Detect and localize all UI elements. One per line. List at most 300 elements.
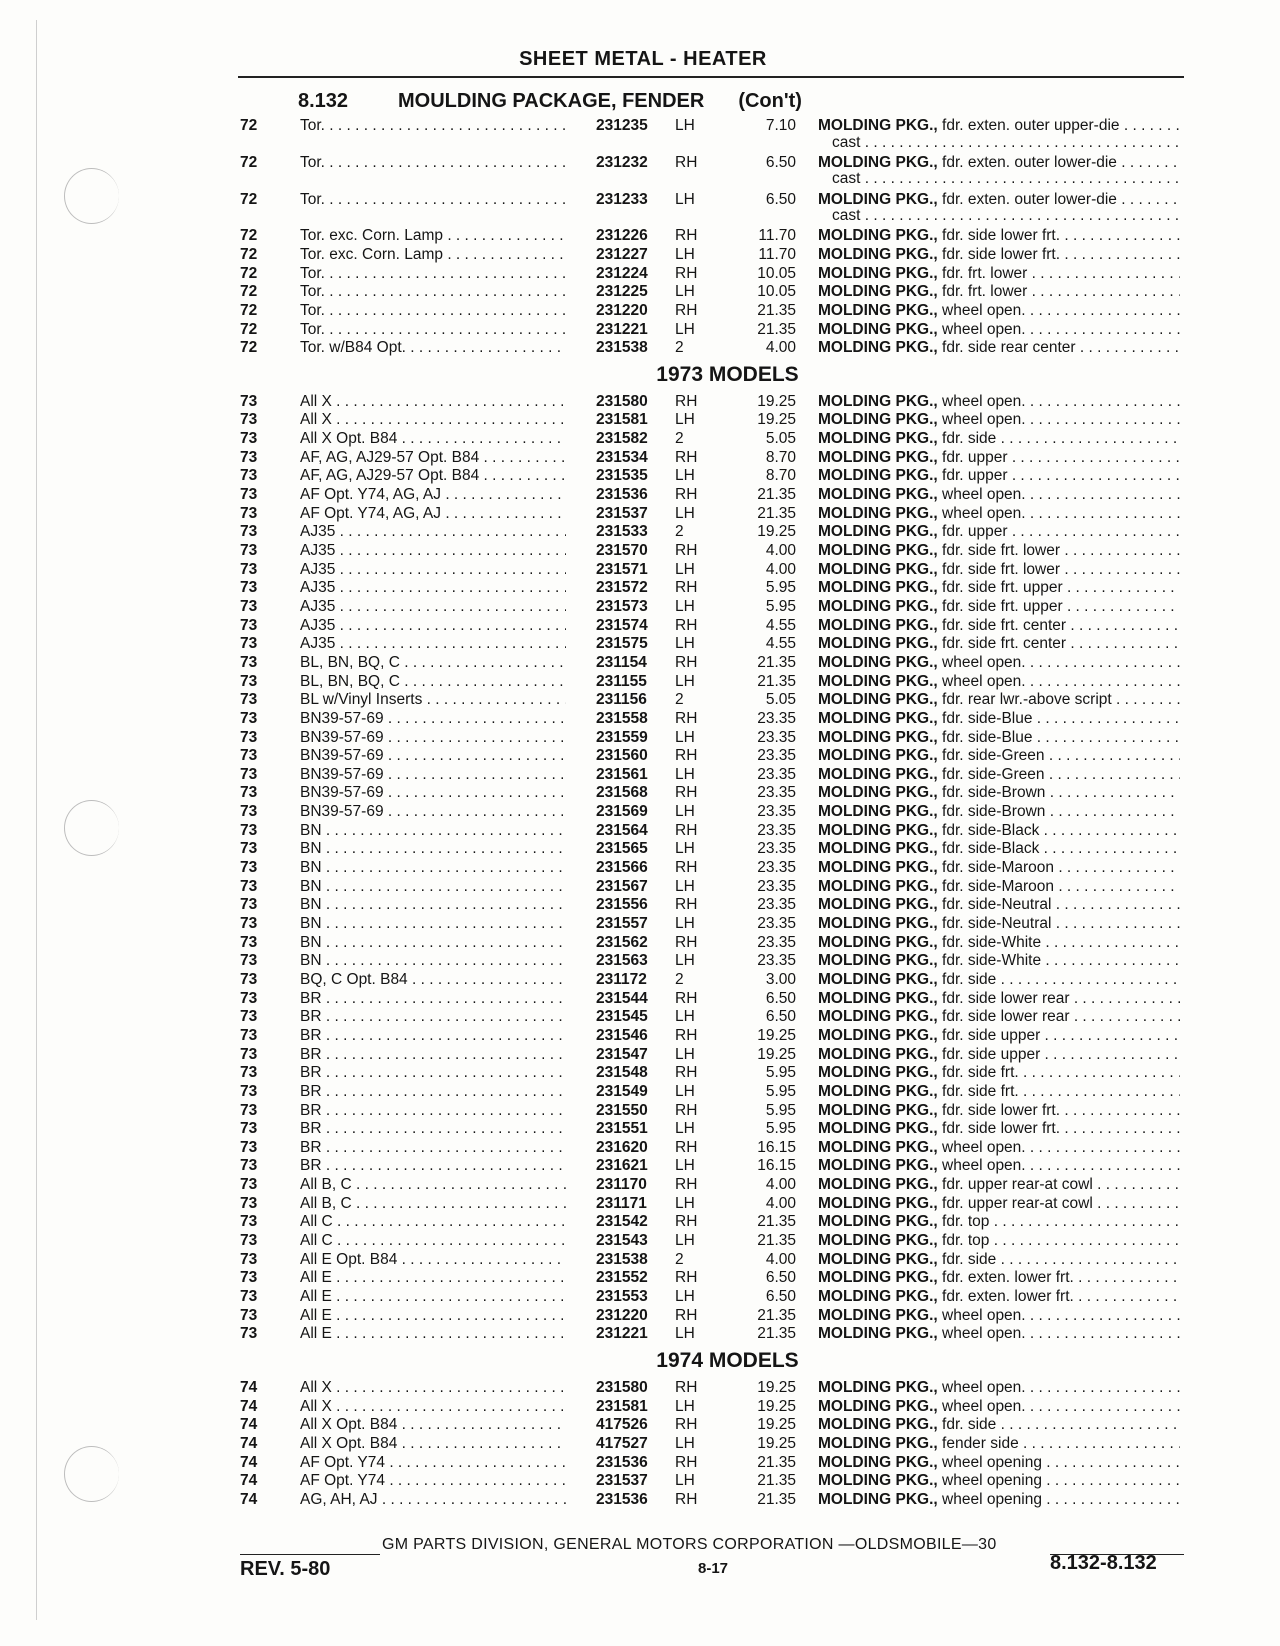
- price: 19.25: [757, 1045, 796, 1063]
- description: [818, 1138, 1180, 1157]
- part-number: 231545: [596, 1008, 648, 1026]
- description-prefix: MOLDING PKG.,: [818, 504, 938, 522]
- description-prefix: MOLDING PKG.,: [818, 1194, 938, 1212]
- application: BN . . .: [300, 933, 566, 952]
- model-year: 73: [240, 1008, 258, 1026]
- description: [818, 466, 1180, 485]
- part-row: [0, 116, 1200, 135]
- application: AJ35 . . .: [300, 597, 566, 616]
- part-number: 231574: [596, 616, 648, 634]
- description-text: fdr. upper rear-at cowl: [942, 1194, 1093, 1212]
- price: 10.05: [757, 264, 796, 282]
- description-prefix: MOLDING PKG.,: [818, 691, 938, 709]
- description-text: fdr. side: [942, 970, 997, 988]
- part-number: 231573: [596, 597, 648, 615]
- model-year: 73: [240, 877, 258, 895]
- description: [818, 541, 1180, 560]
- part-number: 231566: [596, 859, 648, 877]
- side-qty: RH: [675, 1378, 698, 1396]
- description-continuation: cast . . .: [832, 207, 1178, 224]
- description-prefix: MOLDING PKG.,: [818, 245, 938, 263]
- application: BN . . .: [300, 839, 566, 858]
- description-prefix: MOLDING PKG.,: [818, 542, 938, 559]
- price: 23.35: [757, 840, 796, 858]
- part-number: 231547: [596, 1045, 648, 1063]
- description-text: fdr. side-Maroon: [942, 859, 1055, 877]
- price: 4.00: [765, 339, 796, 357]
- part-row: [0, 709, 1200, 728]
- part-number: 231553: [596, 1288, 648, 1305]
- description-prefix: MOLDING PKG.,: [818, 653, 938, 671]
- description-prefix: MOLDING PKG.,: [818, 616, 938, 634]
- model-year: 74: [240, 1453, 258, 1471]
- description-text: wheel open.: [942, 392, 1026, 410]
- price: 23.35: [757, 915, 796, 932]
- model-year: 73: [240, 392, 258, 410]
- application: BR . . .: [300, 1101, 566, 1120]
- price: 23.35: [757, 877, 796, 895]
- application: All X Opt. B84 . . .: [300, 1434, 566, 1453]
- part-number: 231549: [596, 1082, 648, 1100]
- price: 21.35: [757, 1453, 796, 1471]
- model-year: 73: [240, 1176, 258, 1194]
- part-row: [0, 429, 1200, 448]
- side-qty: RH: [675, 1101, 698, 1119]
- description: [818, 282, 1180, 301]
- price: 23.35: [757, 765, 796, 783]
- side-qty: RH: [675, 1306, 698, 1324]
- part-row: [0, 1434, 1200, 1453]
- application: BR . . .: [300, 1119, 566, 1138]
- description-text: fdr. side rear center: [942, 339, 1076, 357]
- model-year: 73: [240, 821, 258, 839]
- model-year-heading: 1974 MODELS: [656, 1348, 799, 1372]
- model-year: 72: [240, 339, 258, 357]
- part-row: [0, 821, 1200, 840]
- description-text: wheel opening: [942, 1453, 1042, 1471]
- side-qty: 2: [675, 1250, 684, 1268]
- model-year: 72: [240, 153, 258, 171]
- part-row: [0, 153, 1200, 172]
- description: [818, 1175, 1180, 1194]
- description-text: wheel open.: [942, 672, 1026, 690]
- description-prefix: MOLDING PKG.,: [818, 1397, 938, 1415]
- side-qty: 2: [675, 691, 684, 709]
- price: 19.25: [757, 1434, 796, 1452]
- description: [818, 1268, 1180, 1287]
- side-qty: RH: [675, 989, 698, 1007]
- description: [818, 245, 1180, 264]
- part-number: 231582: [596, 430, 648, 448]
- application: Tor. . . .: [300, 301, 566, 320]
- price: 8.70: [765, 467, 796, 485]
- description-prefix: MOLDING PKG.,: [818, 190, 938, 208]
- footer-page-number: 8-17: [698, 1560, 729, 1577]
- application: Tor. . . .: [300, 320, 566, 339]
- model-year: 72: [240, 190, 258, 208]
- side-qty: RH: [675, 1064, 698, 1082]
- part-number: 231551: [596, 1120, 648, 1138]
- application: BR . . .: [300, 1156, 566, 1175]
- application: All E . . .: [300, 1324, 566, 1343]
- description-prefix: MOLDING PKG.,: [818, 1490, 938, 1508]
- side-qty: LH: [675, 1194, 695, 1212]
- part-number: 231557: [596, 915, 648, 932]
- model-year: 73: [240, 952, 258, 970]
- part-row: [0, 616, 1200, 635]
- description: [818, 690, 1180, 709]
- application: AF, AG, AJ29-57 Opt. B84 . . .: [300, 448, 566, 467]
- part-number: 231572: [596, 579, 648, 597]
- description-text: fdr. side-Green: [942, 747, 1045, 765]
- part-row: [0, 338, 1200, 357]
- part-row: [0, 1063, 1200, 1082]
- description-prefix: MOLDING PKG.,: [818, 989, 938, 1007]
- side-qty: LH: [675, 283, 695, 301]
- price: 4.00: [765, 560, 796, 578]
- part-row: [0, 1138, 1200, 1157]
- description: [818, 597, 1180, 616]
- application: BR . . .: [300, 1045, 566, 1064]
- description: [818, 1026, 1180, 1045]
- part-number: 231564: [596, 821, 648, 839]
- model-year: 73: [240, 691, 258, 709]
- side-qty: RH: [675, 821, 698, 839]
- description-prefix: MOLDING PKG.,: [818, 227, 938, 245]
- model-year: 72: [240, 320, 258, 338]
- side-qty: LH: [675, 1325, 695, 1343]
- side-qty: LH: [675, 635, 695, 653]
- side-qty: RH: [675, 709, 698, 727]
- side-qty: RH: [675, 153, 698, 171]
- side-qty: RH: [675, 542, 698, 559]
- part-row: [0, 877, 1200, 896]
- description-text: fdr. side frt. lower: [942, 542, 1061, 559]
- price: 21.35: [757, 653, 796, 671]
- application: AJ35 . . .: [300, 616, 566, 635]
- description-prefix: MOLDING PKG.,: [818, 709, 938, 727]
- price: 11.70: [758, 245, 796, 263]
- description-text: fdr. rear lwr.-above script: [942, 691, 1112, 709]
- description-prefix: MOLDING PKG.,: [818, 283, 938, 301]
- side-qty: LH: [675, 1008, 695, 1026]
- application: AF, AG, AJ29-57 Opt. B84 . . .: [300, 466, 566, 485]
- model-year: 73: [240, 1194, 258, 1212]
- description-text: wheel open.: [942, 1138, 1026, 1156]
- application: AF Opt. Y74 . . .: [300, 1471, 566, 1490]
- part-row: [0, 1212, 1200, 1231]
- model-year: 73: [240, 1082, 258, 1100]
- model-year: 73: [240, 1213, 258, 1231]
- model-year: 73: [240, 859, 258, 877]
- model-year: 72: [240, 245, 258, 263]
- model-year: 74: [240, 1490, 258, 1508]
- application: BN39-57-69 . . .: [300, 709, 566, 728]
- part-number: 231552: [596, 1269, 648, 1287]
- price: 8.70: [765, 448, 796, 466]
- description: [818, 429, 1180, 448]
- description: [818, 522, 1180, 541]
- model-year: 73: [240, 840, 258, 858]
- side-qty: LH: [675, 1288, 695, 1305]
- price: 5.95: [765, 1064, 796, 1082]
- application: BN . . .: [300, 821, 566, 840]
- application: AJ35 . . .: [300, 522, 566, 541]
- part-row: [0, 1490, 1200, 1509]
- description-prefix: MOLDING PKG.,: [818, 952, 938, 970]
- description: [818, 672, 1180, 691]
- description-prefix: MOLDING PKG.,: [818, 1232, 938, 1250]
- application: Tor. . . .: [300, 190, 566, 209]
- description: [818, 616, 1180, 635]
- description-prefix: MOLDING PKG.,: [818, 1064, 938, 1082]
- part-row: [0, 466, 1200, 485]
- description-text: fdr. frt. lower: [942, 264, 1028, 282]
- side-qty: RH: [675, 616, 698, 634]
- part-number: 231550: [596, 1101, 648, 1119]
- description-prefix: MOLDING PKG.,: [818, 1378, 938, 1396]
- part-row: [0, 746, 1200, 765]
- side-qty: RH: [675, 448, 698, 466]
- price: 6.50: [765, 153, 796, 171]
- description: [818, 301, 1180, 320]
- price: 21.35: [757, 1490, 796, 1508]
- description: [818, 264, 1180, 283]
- part-number: 231567: [596, 877, 648, 895]
- description-text: fdr. side lower frt.: [942, 1120, 1061, 1138]
- description-prefix: MOLDING PKG.,: [818, 1045, 938, 1063]
- description-prefix: MOLDING PKG.,: [818, 1138, 938, 1156]
- side-qty: LH: [675, 952, 695, 970]
- price: 23.35: [757, 859, 796, 877]
- description-prefix: MOLDING PKG.,: [818, 784, 938, 802]
- price: 23.35: [757, 896, 796, 914]
- model-year: 74: [240, 1434, 258, 1452]
- model-year: 74: [240, 1378, 258, 1396]
- part-row: [0, 1101, 1200, 1120]
- model-year: 73: [240, 672, 258, 690]
- side-qty: LH: [675, 672, 695, 690]
- description-text: fdr. side-Neutral: [942, 896, 1052, 914]
- part-row: [0, 951, 1200, 970]
- application: Tor. . . .: [300, 282, 566, 301]
- part-number: 231220: [596, 301, 648, 319]
- model-year: 73: [240, 765, 258, 783]
- part-row: [0, 765, 1200, 784]
- model-year: 73: [240, 579, 258, 597]
- part-row: [0, 504, 1200, 523]
- model-year: 73: [240, 970, 258, 988]
- description-continuation: cast . . .: [832, 170, 1178, 187]
- part-number: 231538: [596, 1250, 648, 1268]
- description-text: fdr. side lower frt.: [942, 227, 1061, 245]
- description-text: fdr. side-White: [942, 933, 1042, 951]
- description: [818, 1082, 1180, 1101]
- part-row: [0, 1471, 1200, 1490]
- description-continuation: cast . . .: [832, 134, 1178, 151]
- application: Tor. . . .: [300, 264, 566, 283]
- side-qty: RH: [675, 859, 698, 877]
- side-qty: RH: [675, 486, 698, 504]
- description: [818, 448, 1180, 467]
- price: 19.25: [757, 1378, 796, 1396]
- description-prefix: MOLDING PKG.,: [818, 1082, 938, 1100]
- description-prefix: MOLDING PKG.,: [818, 430, 938, 448]
- description: [818, 1453, 1180, 1472]
- section-title: MOULDING PACKAGE, FENDER: [398, 90, 705, 112]
- description: [818, 951, 1180, 970]
- description-text: fdr. top: [942, 1232, 990, 1250]
- description-prefix: MOLDING PKG.,: [818, 1325, 938, 1343]
- description: [818, 1194, 1180, 1213]
- price: 10.05: [757, 283, 796, 301]
- part-number: 231561: [596, 765, 648, 783]
- price: 21.35: [757, 301, 796, 319]
- price: 19.25: [757, 1026, 796, 1044]
- part-number: 231170: [596, 1176, 647, 1194]
- model-year: 73: [240, 1250, 258, 1268]
- application: BN . . .: [300, 895, 566, 914]
- price: 4.55: [765, 635, 796, 653]
- description-prefix: MOLDING PKG.,: [818, 970, 938, 988]
- part-row: [0, 1007, 1200, 1026]
- price: 23.35: [757, 784, 796, 802]
- application: All C . . .: [300, 1231, 566, 1250]
- part-number: 231568: [596, 784, 648, 802]
- description-text: wheel open.: [942, 411, 1026, 429]
- part-row: [0, 410, 1200, 429]
- application: BN39-57-69 . . .: [300, 746, 566, 765]
- part-row: [0, 597, 1200, 616]
- part-row: [0, 1324, 1200, 1343]
- model-year: 73: [240, 1325, 258, 1343]
- part-number: 231543: [596, 1232, 648, 1250]
- description-text: fdr. side lower frt.: [942, 1101, 1061, 1119]
- description: [818, 914, 1180, 933]
- part-number: 417527: [596, 1434, 648, 1452]
- part-number: 231226: [596, 227, 648, 245]
- section-continued: (Con't): [738, 90, 802, 112]
- model-year: 73: [240, 1269, 258, 1287]
- side-qty: LH: [675, 1045, 695, 1063]
- price: 7.10: [765, 117, 796, 134]
- description-text: fdr. side frt. center: [942, 616, 1067, 634]
- model-year: 73: [240, 1045, 258, 1063]
- part-row: [0, 989, 1200, 1008]
- side-qty: LH: [675, 117, 695, 134]
- part-row: [0, 320, 1200, 339]
- part-number: 231580: [596, 392, 648, 410]
- model-year-heading: 1973 MODELS: [656, 362, 799, 386]
- part-row: [0, 1306, 1200, 1325]
- part-number: 231534: [596, 448, 648, 466]
- part-number: 417526: [596, 1416, 648, 1434]
- description-text: wheel open.: [942, 1325, 1026, 1343]
- application: BN . . .: [300, 877, 566, 896]
- side-qty: LH: [675, 803, 695, 821]
- model-year: 73: [240, 616, 258, 634]
- application: BR . . .: [300, 989, 566, 1008]
- description-prefix: MOLDING PKG.,: [818, 635, 938, 653]
- part-row: [0, 1415, 1200, 1434]
- description: [818, 783, 1180, 802]
- description-text: wheel open.: [942, 301, 1026, 319]
- side-qty: LH: [675, 915, 695, 932]
- description: [818, 989, 1180, 1008]
- description: [818, 970, 1180, 989]
- application: BQ, C Opt. B84 . . .: [300, 970, 566, 989]
- price: 4.00: [765, 1176, 796, 1194]
- price: 16.15: [757, 1138, 796, 1156]
- application: All X . . .: [300, 1397, 566, 1416]
- application: AJ35 . . .: [300, 560, 566, 579]
- description: [818, 1250, 1180, 1269]
- side-qty: LH: [675, 560, 695, 578]
- model-year: 73: [240, 653, 258, 671]
- part-number: 231621: [596, 1157, 648, 1175]
- description-prefix: MOLDING PKG.,: [818, 301, 938, 319]
- application: All X Opt. B84 . . .: [300, 1415, 566, 1434]
- description-text: wheel open.: [942, 1306, 1026, 1324]
- description-text: wheel open.: [942, 504, 1026, 522]
- price: 21.35: [757, 1213, 796, 1231]
- part-row: [0, 653, 1200, 672]
- description-text: fdr. exten. outer lower-die: [942, 153, 1117, 171]
- description-prefix: MOLDING PKG.,: [818, 1288, 938, 1305]
- description: [818, 821, 1180, 840]
- description-text: fdr. side-Neutral: [942, 915, 1052, 932]
- description-prefix: MOLDING PKG.,: [818, 448, 938, 466]
- part-number: 231560: [596, 747, 648, 765]
- part-number: 231575: [596, 635, 648, 653]
- application: Tor. exc. Corn. Lamp . . .: [300, 245, 566, 264]
- description: [818, 1471, 1180, 1490]
- part-row: [0, 1194, 1200, 1213]
- part-number: 231535: [596, 467, 648, 485]
- description-text: fdr. upper rear-at cowl: [942, 1176, 1093, 1194]
- part-row: [0, 783, 1200, 802]
- description: [818, 746, 1180, 765]
- model-year: 73: [240, 747, 258, 765]
- description-text: fdr. side lower rear: [942, 989, 1070, 1007]
- description: [818, 1415, 1180, 1434]
- side-qty: LH: [675, 504, 695, 522]
- description-text: fdr. side lower frt.: [942, 245, 1061, 263]
- side-qty: LH: [675, 1232, 695, 1250]
- model-year: 73: [240, 803, 258, 821]
- part-number: 231172: [596, 970, 647, 988]
- description-prefix: MOLDING PKG.,: [818, 747, 938, 765]
- model-year: 73: [240, 1232, 258, 1250]
- side-qty: RH: [675, 227, 698, 245]
- price: 23.35: [757, 747, 796, 765]
- description-prefix: MOLDING PKG.,: [818, 1453, 938, 1471]
- price: 19.25: [757, 523, 796, 541]
- description-text: fdr. side-Black: [942, 821, 1040, 839]
- price: 21.35: [757, 1306, 796, 1324]
- part-number: 231536: [596, 486, 648, 504]
- part-number: 231232: [596, 153, 648, 171]
- description: [818, 802, 1180, 821]
- application: AJ35 . . .: [300, 541, 566, 560]
- price: 4.00: [765, 542, 796, 559]
- description: [818, 1007, 1180, 1026]
- part-number: 231224: [596, 264, 648, 282]
- side-qty: LH: [675, 1434, 695, 1452]
- description-prefix: MOLDING PKG.,: [818, 1306, 938, 1324]
- side-qty: 2: [675, 523, 684, 541]
- description: [818, 728, 1180, 747]
